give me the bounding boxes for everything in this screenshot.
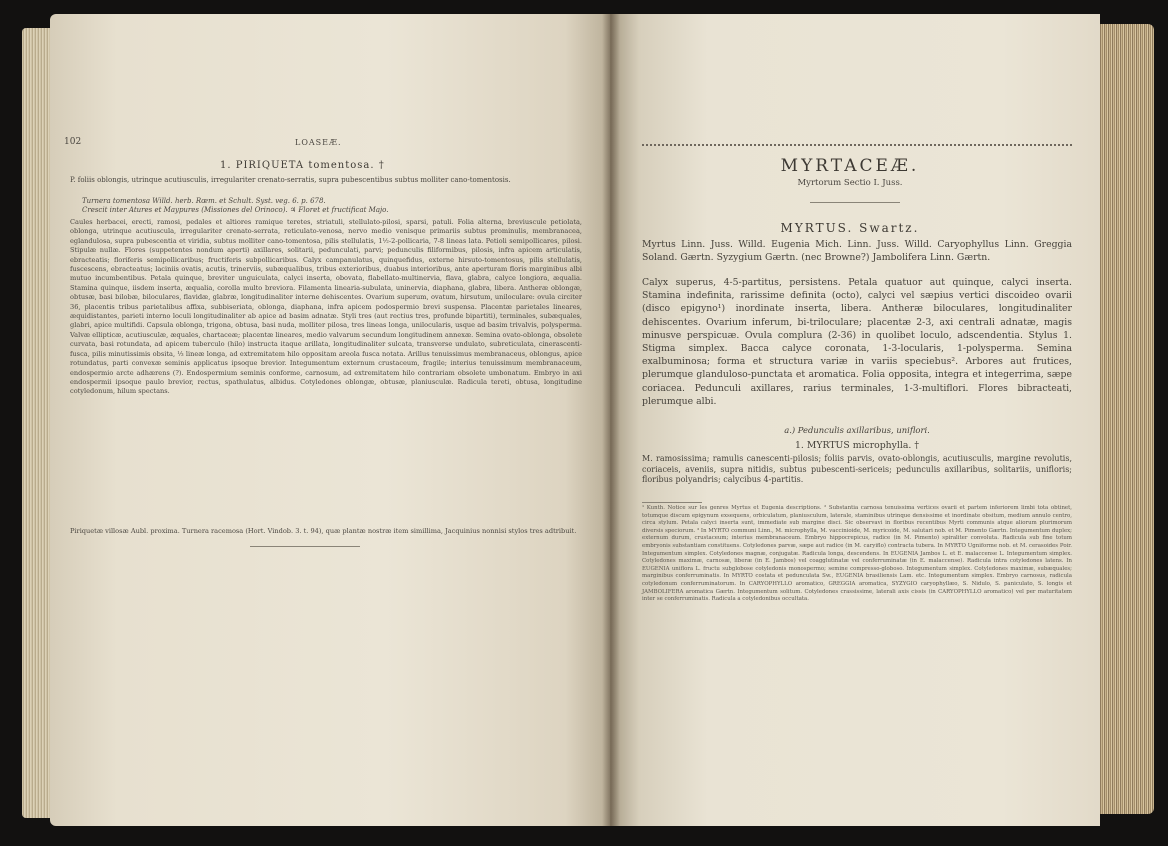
right-page: [610, 14, 1100, 826]
species-diagnosis-right: M. ramosissima; ramulis canescenti-pilosis; foliis parvis, ovato-oblongis, acutiusculis, margine revolutis, coriaceis, aveniis, supra nitidis, subtus pubescenti-sericeis; pedunculis axillaribus, solitariis, unifloris; floribus polyandris; calycibus 4-partitis.: [642, 454, 1072, 485]
footnote-rule: [642, 502, 702, 503]
species-title-right: 1. MYRTUS microphylla. †: [795, 440, 919, 451]
species-diagnosis: P. foliis oblongis, utrinque acutiusculis, irregulariter crenato-serratis, supra pubescentibus subtus molliter cano-tomentosis.: [70, 176, 511, 184]
footnotes: ¹ Kunth. Notice sur les genres Myrtus et Eugenia descriptions. ² Substantia carnosa tenuissima vertices ovarii et partem inferiorem limbi tota obtinet, totumque discum epigynum exsequens, orbiculatum, planiusculum, laterale, staminibus utrinque densissime et inordinate obsitum, medium annulo centro, circa stylum. Petala calyci inserta sunt, immediate sub margine disci. Sic observavi in floribus recentibus Myrti communis atque aliorum plurimorum diversis speciorum. ³ In MYRTO communi Linn., M. microphylla, M. vaccinioide, M. myricoide, M. salutari nob. et M. Pimento Gærtn. Integumentum duplex; externum durum, crustaceum; interius membranaceum. Embryo hippocrepicus, radice (in M. Pimento) spiraliter convoluta. Radicula sub fine totum embryonis substantiam constituens. Cotyledones parvæ, sæpe aut radice (in M. caryiflo) contracta tubera. In MYRTO Ugniforme nob. et M. cerasoides Poir. Integumentum simplex. Cotyledones magnæ, conjugatæ. Radicula longa, descendens. In EUGENIA Jambos L. et E. malaccense L. Integumentum simplex. Cotyledones maximæ, carnosæ, liberæ (in E. Jambos) vel coagglutinatæ vel conferruminatæ (in E. malaccense). Radicula intra cotyledones latens. In EUGENIA uniflora L. fructu subglobose cotyledonis monospermo; semine compresso-globoso. Integumentum simplex. Cotyledones maximæ, subæquales; marginibus conferruminatis. In MYRTO costata et pedunculata Sw., EUGENIA brasiliensis Lam. etc. Integumentum simplex. Embryo carnosus, radicula cotyledonum conferruminatorum. In CARYOPHYLLO aromatico, GREGGIA aromatica, SYZYGIO caryophyllæo, S. Nidulo, S. paniculato, S. longis et JAMBOLIFERA aromatica Gærtn. Integumentum solitum. Cotyledones crassissime, laterali axis cissis (in CARYOPHYLLO aromatico) vel per maturitatem inter se conferruminatis. Radicula a cotyledonibus occultata.: [642, 505, 1072, 603]
book-gutter: [602, 14, 620, 826]
open-book: [22, 8, 1154, 838]
section-title: Myrtorum Sectio I. Juss.: [797, 178, 903, 188]
habitat-line: Crescit inter Atures et Maypures (Missiones del Orinoco). ♃ Floret et fructificat Majo.: [82, 206, 389, 214]
running-head: LOASEÆ.: [295, 138, 342, 147]
subsection-title: a.) Pedunculis axillaribus, uniflori.: [784, 425, 930, 435]
end-ornament: [250, 546, 360, 547]
page-edges-right: [1100, 24, 1154, 814]
left-page: [50, 14, 610, 826]
page-edges-left: [22, 28, 52, 818]
species-description: Caules herbacei, erecti, ramosi, pedales et altiores ramique teretes, striatuli, stellulato-pilosi, sparsi, patuli. Folia alterna, breviuscule petiolata, oblonga, utrinque acutiuscula, irregulariter crenato-serrata, reticulato-venosa, nervo medio venisque primariis subtus prominulis, membranacea, eglandulosa, supra pubescentia et viridia, subtus molliter cano-tomentosa, pilis stellulatis, 1½-2-pollicaria, 7-8 lineas lata. Petioli semipollicares, pilosi. Stipulæ nullæ. Flores (suppetentes nondum aperti) axillares, solitarii, pedunculati, parvi; pedunculis filiformibus, pilosis, infra apicem articulatis, ebracteatis; floriferis semipollicaribus; fructiferis subpollicaribus. Calyx campanulatus, quinquefidus, externe hirsuto-tomentosus, pilis stellulatis, fuscescens, ebracteatus; laciniis ovatis, acutis, trinerviis, subæqualibus, tribus exterioribus, duabus interioribus, ante aperturam floris marginibus albi mutuo incumbentibus. Petala quinque, breviter unguiculata, calyci inserta, obovata, flabellato-multinervia, flava, glabra, calyce longiora, æqualia. Stamina quinque, iisdem inserta, æqualia, corolla multo breviora. Filamenta linearia-subulata, uninervia, diaphana, glabra, libera. Antheræ oblongæ, obtusæ, basi bilobæ, biloculares, flavidæ, glabræ, longitudinaliter interne dehiscentes. Ovarium superum, ovatum, hirsutum, uniloculare: ovula circiter 36, placentis tribus parietalibus affixa, subbiseriata, oblonga, diaphana, infra apicem podospermio brevi suspensa. Placentæ parietales lineares, æquidistantes, parieti interno loculi longitudinaliter ab apice ad basim adnatæ. Styli tres (aut rectius tres, profunde bipartiti), terminales, subæquales, glabri, apice multifidi. Capsula oblonga, trigona, obtusa, basi nuda, molliter pilosa, tres lineas longa, unilocularis, usque ad basim trivalvis, polysperma. Valvæ ellipticæ, acutiusculæ, æquales, chartaceæ; placentæ lineares, medio valvarum secundum longitudinem annexæ. Semina ovato-oblonga, obsolete curvata, basi rotundata, ad apicem tuberculo (hilo) instructa itaque arillata, longitudinaliter sulcata, transverse undulato, subreticulata, cinerascenti-fusca, pilis minutissimis obsita, ⅓ lineæ longa, ad extremitatem hilo oppositam areola fusca notata. Arillus tenuissimus membranaceus, oblongus, apice rotundatus, parti convexæ seminis applicatus ipsoque brevior. Integumentum externum crustaceum, fragile; interius tenuissimum membranaceum, endospermio arcte adhærens (?). Endospermium seminis conforme, carnosum, ad extremitatem hilo contrariam obsolete umbonatum. Embryo in axi endospermii ipsoque paulo brevior, rectus, spathulatus, albidus. Cotyledones oblongæ, obtusæ, planiusculæ. Radicula tereti, obtusa, longitudine cotyledonum, hilum spectans.: [70, 218, 582, 396]
species-title: 1. PIRIQUETA tomentosa. †: [220, 160, 385, 171]
closing-note: Piriquetæ villosæ Aubl. proxima. Turnera racemosa (Hort. Vindob. 3. t. 94), quæ plantæ nostræ item simillima, Jacquinius nonnisi stylos tres adtribuit.: [70, 527, 577, 535]
synonym-line: Turnera tomentosa Willd. herb. Rœm. et Schult. Syst. veg. 6. p. 678.: [82, 197, 326, 205]
family-title: MYRTACEÆ.: [780, 156, 920, 176]
page-number: 102: [64, 137, 82, 147]
section-rule: [810, 202, 900, 203]
genus-synonyms: Myrtus Linn. Juss. Willd. Eugenia Mich. Linn. Juss. Willd. Caryophyllus Linn. Greggia Soland. Gærtn. Syzygium Gærtn. (nec Browne?) Jambolifera Linn. Gærtn.: [642, 239, 1072, 264]
header-dotted-rule: [642, 144, 1072, 146]
genus-description: Calyx superus, 4-5-partitus, persistens. Petala quatuor aut quinque, calyci inserta. Stamina indefinita, rarissime definita (octo), calyci vel sæpius vertici discoideo ovarii (disco epigyno¹) inordinate inserta, libera. Antheræ biloculares, longitudinaliter dehiscentes. Ovarium inferum, bi-triloculare; placentæ 2-3, axi centrali adnatæ, magis minusve perspicuæ. Ovula complura (2-36) in quolibet loculo, adscendentia. Stylus 1. Stigma simplex. Bacca calyce coronata, 1-3-locularis, 1-polysperma. Semina exalbuminosa; forma et structura variæ in variis speciebus². Arbores aut frutices, plerumque glanduloso-punctata et aromatica. Folia opposita, integra et integerrima, sæpe coriacea. Pedunculi axillares, rarius terminales, 1-3-multiflori. Flores bibracteati, plerumque albi.: [642, 277, 1072, 407]
genus-title: MYRTUS. Swartz.: [780, 221, 920, 235]
